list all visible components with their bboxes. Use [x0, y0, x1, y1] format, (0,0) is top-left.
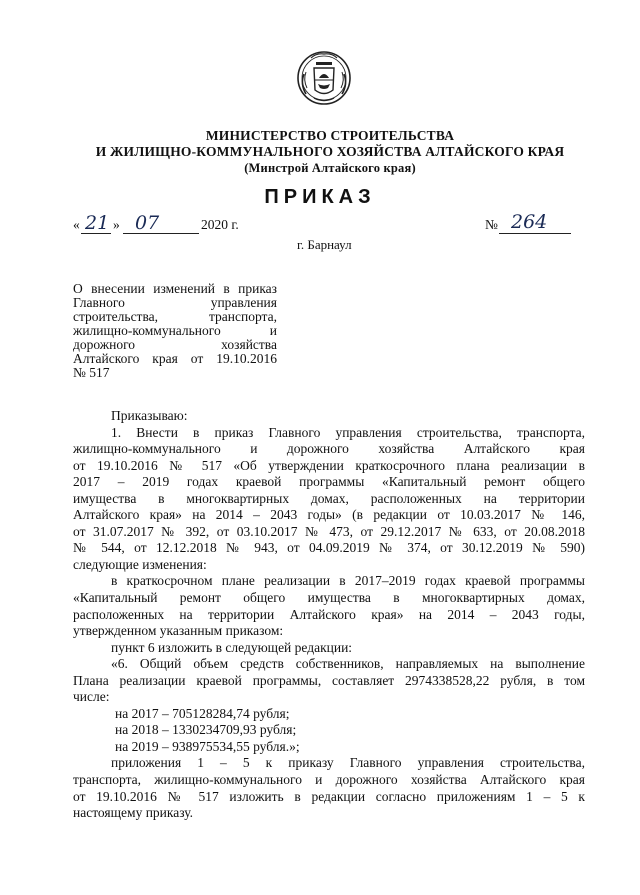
day-underline [81, 233, 111, 234]
paragraph-2 [73, 573, 585, 639]
subject-line: Алтайского края от 19.10.2016 [73, 351, 277, 366]
city: г. Барнаул [297, 237, 352, 252]
paragraph-line: следующие изменения: [73, 556, 207, 572]
subject-line: Главного управления [73, 295, 277, 310]
paragraph-line: 1. Внести в приказ Главного управления строительства, транспорта, [111, 424, 585, 440]
subject-line: О внесении изменений в приказ [73, 281, 277, 296]
paragraph-line: 2017 – 2019 годах краевой программы «Капитальный ремонт общего [73, 474, 585, 490]
date-month: 07 [135, 212, 160, 234]
year-amount-line: на 2018 – 1330234709,93 рубля; [115, 722, 297, 738]
number-label: № [485, 217, 498, 232]
paragraph-line: утвержденном указанным приказом: [73, 623, 284, 639]
subject-line: строительства, транспорта, [73, 309, 277, 324]
paragraph-line: в краткосрочном плане реализации в 2017–2019 годах краевой программы [111, 573, 585, 589]
month-underline [123, 233, 199, 234]
ministry-name-line2: И ЖИЛИЩНО-КОММУНАЛЬНОГО ХОЗЯЙСТВА АЛТАЙСКОГО КРАЯ [95, 144, 565, 159]
date-open-quote: « [73, 217, 80, 232]
paragraph-line: транспорта, жилищно-коммунального и дорожного хозяйства Алтайского края [73, 772, 585, 788]
paragraph-line: настоящему приказу. [73, 805, 194, 821]
year-amount-line: на 2017 – 705128284,74 рубля; [115, 705, 290, 721]
ministry-name-line1: МИНИСТЕРСТВО СТРОИТЕЛЬСТВА [205, 128, 455, 143]
order-subject [73, 282, 277, 380]
paragraph-line: от 19.10.2016 № 517 «Об утверждении краткосрочного плана реализации в [73, 457, 585, 473]
year-amount-line: на 2019 – 938975534,55 рубля.»; [115, 738, 300, 754]
paragraph-line: «Капитальный ремонт общего имущества в многоквартирных домах, [73, 590, 585, 606]
subject-line: № 517 [73, 365, 110, 380]
altai-krai-coat-of-arms-icon [296, 50, 352, 106]
ministry-short-name: (Минстрой Алтайского края) [244, 161, 416, 175]
paragraph-line: имущества в многоквартирных домах, расположенных на территории [73, 490, 585, 506]
paragraph-1 [73, 425, 585, 574]
paragraph-line: «6. Общий объем средств собственников, направляемых на выполнение [111, 656, 585, 672]
paragraph-line: Плана реализации краевой программы, составляет 2974338528,22 рубля, в том [73, 672, 585, 688]
order-body [73, 408, 585, 822]
number-underline [499, 233, 571, 234]
paragraph-line: пункт 6 изложить в следующей редакции: [111, 639, 353, 655]
subject-line: жилищно-коммунального и [73, 323, 277, 338]
paragraph-5 [73, 755, 585, 821]
paragraph-line: № 544, от 12.12.2018 № 943, от 04.09.2019 № 374, от 30.12.2019 № 590) [73, 540, 585, 556]
paragraph-line: от 19.10.2016 № 517 изложить в редакции согласно приложениям 1 – 5 к [73, 788, 585, 804]
paragraph-line: приложения 1 – 5 к приказу Главного управления строительства, [111, 755, 585, 771]
document-number: 264 [511, 211, 548, 233]
document-type-title: ПРИКАЗ [264, 186, 376, 208]
date-day: 21 [85, 212, 110, 234]
order-word: Приказываю: [111, 408, 188, 423]
date-close-quote: » [113, 217, 120, 232]
subject-line: дорожного хозяйства [73, 337, 277, 352]
yearly-amounts [73, 706, 585, 756]
date-year: 2020 г. [201, 217, 239, 232]
paragraph-line: от 31.07.2017 № 392, от 03.10.2017 № 473, от 29.12.2017 № 633, от 20.08.2018 [73, 523, 585, 539]
paragraph-4 [73, 656, 585, 706]
paragraph-line: числе: [73, 689, 110, 705]
paragraph-line: жилищно-коммунального и дорожного хозяйства Алтайского края [73, 441, 585, 457]
paragraph-3 [73, 640, 585, 657]
paragraph-line: расположенных на территории Алтайского края» на 2014 – 2043 годы, [73, 606, 585, 622]
paragraph-line: Алтайского края» на 2014 – 2043 годы» (в редакции от 10.03.2017 № 146, [73, 507, 585, 523]
